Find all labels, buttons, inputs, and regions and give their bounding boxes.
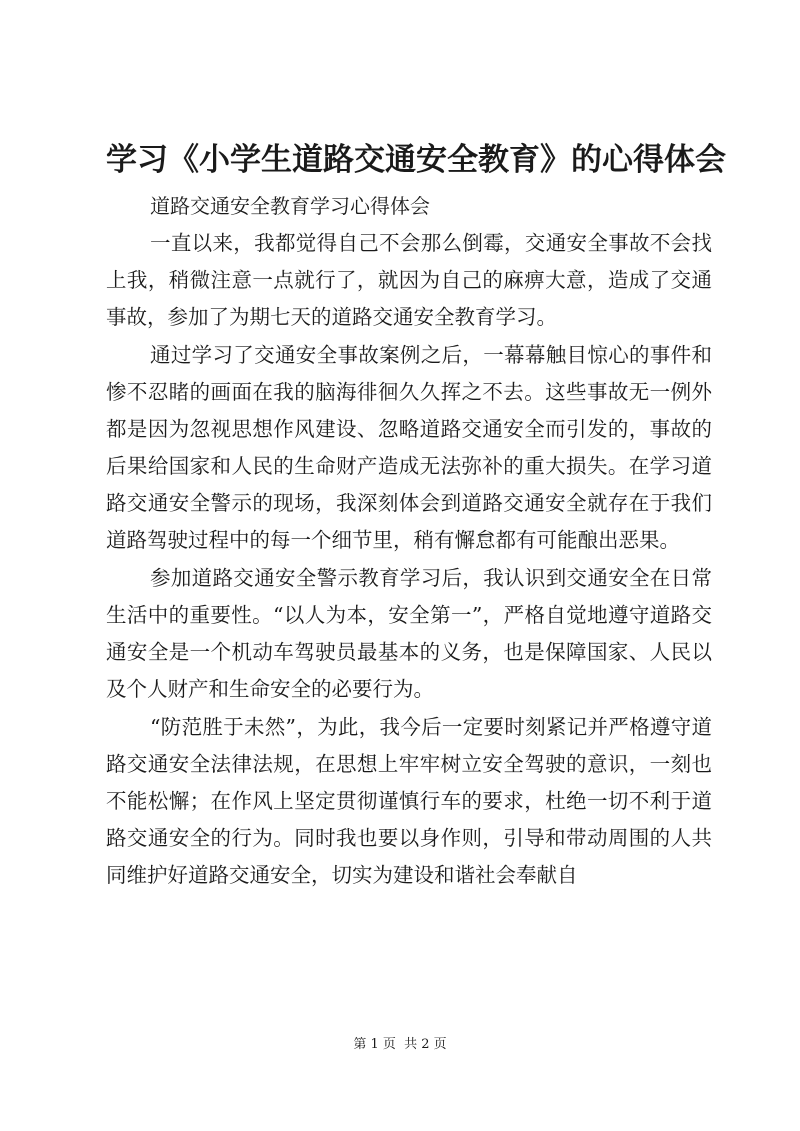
document-subtitle: 道路交通安全教育学习心得体会 xyxy=(150,194,430,218)
paragraph-3: 参加道路交通安全警示教育学习后，我认识到交通安全在日常生活中的重要性。“以人为本，安全第一”，严格自觉地遵守道路交通安全是一个机动车驾驶员最基本的义务，也是保障国家、人民以及个人财产和生命安全的必要行为。 xyxy=(106,566,712,701)
paragraph-1: 一直以来，我都觉得自己不会那么倒霉，交通安全事故不会找上我，稍微注意一点就行了，就因为自己的麻痹大意，造成了交通事故，参加了为期七天的道路交通安全教育学习。 xyxy=(106,231,712,329)
document-body xyxy=(106,188,712,895)
paragraph-4: “防范胜于未然”，为此，我今后一定要时刻紧记并严格遵守道路交通安全法律法规，在思想上牢牢树立安全驾驶的意识，一刻也不能松懈；在作风上坚定贯彻谨慎行车的要求，杜绝一切不利于道路交通安全的行为。同时我也要以身作则，引导和带动周围的人共同维护好道路交通安全，切实为建设和谐社会奉献自 xyxy=(106,715,712,887)
page-number: 第 1 页 xyxy=(353,1037,396,1052)
page-total: 共 2 页 xyxy=(404,1037,447,1052)
document-title: 学习《小学生道路交通安全教育》的心得体会 xyxy=(106,142,726,178)
paragraph-2: 通过学习了交通安全事故案例之后，一幕幕触目惊心的事件和惨不忍睹的画面在我的脑海徘徊久久挥之不去。这些事故无一例外都是因为忽视思想作风建设、忽略道路交通安全而引发的，事故的后果给国家和人民的生命财产造成无法弥补的重大损失。在学习道路交通安全警示的现场，我深刻体会到道路交通安全就存在于我们道路驾驶过程中的每一个细节里，稍有懈怠都有可能酿出恶果。 xyxy=(106,343,712,552)
page-footer xyxy=(0,1036,800,1054)
